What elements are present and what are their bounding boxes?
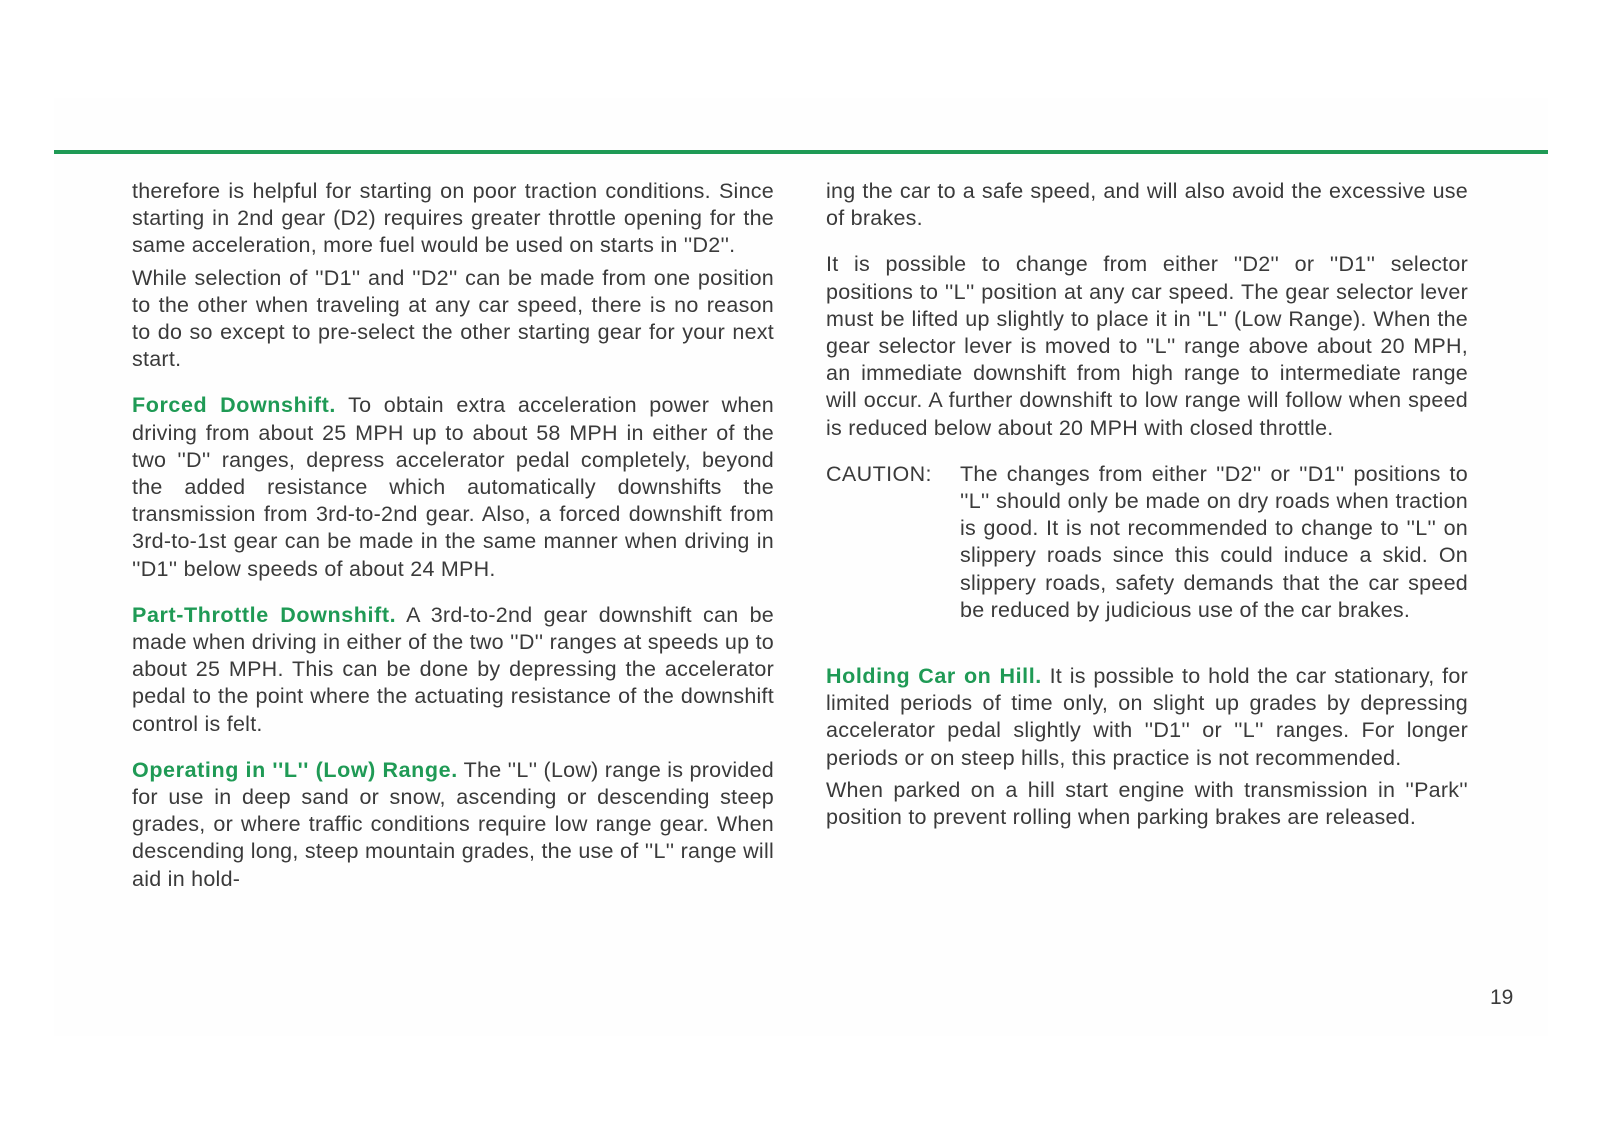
paragraph-traction: therefore is helpful for starting on poor traction conditions. Since starting in 2nd gear (D2) requires greater throttle opening for the same acceleration, more fuel would be used on starts in ''D2''. — [132, 179, 774, 258]
text-forced-downshift: To obtain extra acceleration power when driving from about 25 MPH up to about 58 MPH in either of the two ''D'' ranges, depress accelerator pedal completely, beyond the added resistance which automatically downshifts the transmission from 3rd-to-2nd gear. Also, a forced downshift from 3rd-to-1st gear can be made in the same manner when driving in ''D1'' below speeds of about 24 MPH. — [132, 393, 774, 581]
paragraph-selection: While selection of ''D1'' and ''D2'' can be made from one position to the other when traveling at any car speed, there is no reason to do so except to pre-select the other starting gear for your next start. — [132, 265, 774, 372]
caution-block — [826, 461, 1468, 629]
text-low-range: The ''L'' (Low) range is provided for use in deep sand or snow, ascending or descending steep grades, or where traffic conditions require low range gear. When descending long, steep mountain grades, the use of ''L'' range will aid in hold- — [132, 757, 774, 891]
right-column — [826, 178, 1468, 836]
text-part-throttle-downshift: A 3rd-to-2nd gear downshift can be made when driving in either of the two ''D'' ranges at speeds up to about 25 MPH. This can be done by depressing the accelerator pedal to the point where the actuating resistance of the downshift control is felt. — [132, 602, 774, 736]
paragraph-change-to-l: It is possible to change from either ''D2'' or ''D1'' selector positions to ''L'' position at any car speed. The gear selector lever must be lifted up slightly to place it in ''L'' (Low Range). When the gear selector lever is moved to ''L'' range above about 20 MPH, an immediate downshift from high range to intermediate range will occur. A further downshift to low range will follow when speed is reduced below about 20 MPH with closed throttle. — [826, 252, 1468, 440]
section-part-throttle-downshift — [132, 602, 774, 738]
heading-forced-downshift: Forced Downshift. — [132, 393, 336, 418]
text-holding-car-on-hill: It is possible to hold the car stationary, for limited periods of time only, on slight up grades by depressing accelerator pedal slightly with ''D1'' or ''L'' ranges. For longer periods or on steep hills, this practice is not recommended. — [826, 664, 1468, 770]
paragraph-safe-speed: ing the car to a safe speed, and will also avoid the excessive use of brakes. — [826, 179, 1468, 231]
heading-part-throttle-downshift: Part-Throttle Downshift. — [132, 602, 397, 627]
header-rule — [54, 150, 1548, 154]
caution-label: CAUTION: — [826, 461, 932, 486]
heading-holding-car-on-hill: Holding Car on Hill. — [826, 664, 1042, 689]
section-low-range — [132, 757, 774, 893]
section-holding-car-on-hill — [826, 663, 1468, 772]
heading-low-range: Operating in ''L'' (Low) Range. — [132, 757, 458, 782]
section-forced-downshift — [132, 392, 774, 582]
caution-text: The changes from either ''D2'' or ''D1'' positions to ''L'' should only be made on dry roads when traction is good. It is not recommended to change to ''L'' on slippery roads since this could induce a skid. On slippery roads, safety demands that the car speed be reduced by judicious use of the car brakes. — [960, 461, 1468, 622]
paragraph-parked-on-hill: When parked on a hill start engine with transmission in ''Park'' position to prevent rolling when parking brakes are released. — [826, 777, 1468, 830]
page-number: 19 — [1490, 986, 1514, 1009]
left-column — [132, 178, 774, 898]
